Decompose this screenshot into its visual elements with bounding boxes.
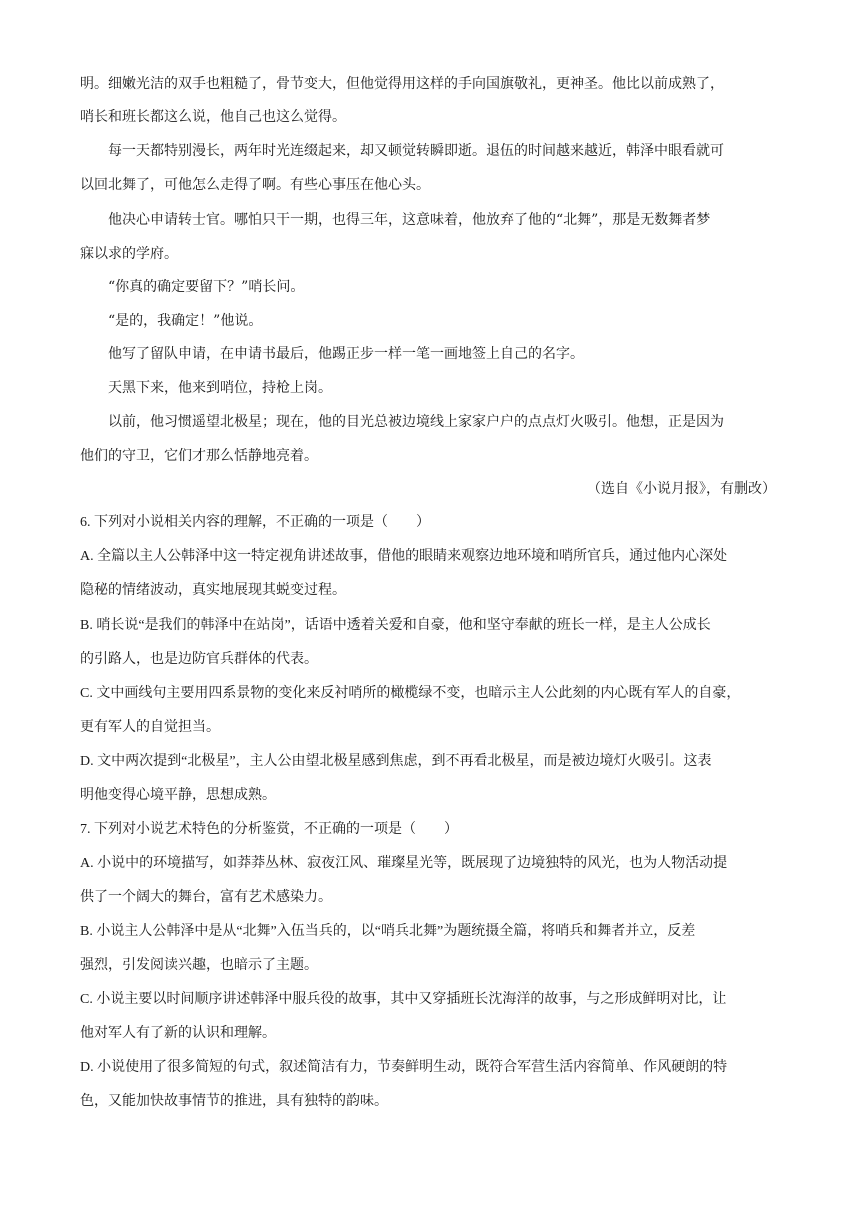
q7-option-d: 色，又能加快故事情节的推进，具有独特的韵味。 — [80, 1094, 388, 1109]
passage-line: 寐以求的学府。 — [80, 246, 178, 262]
q7-option-a: A. 小说中的环境描写，如莽莽丛林、寂夜江风、璀璨星光等，既展现了边境独特的风光，也为人物活动提 — [80, 856, 728, 871]
q7-option-a: 供了一个阔大的舞台，富有艺术感染力。 — [80, 890, 332, 905]
passage-line: 他们的守卫，它们才那么恬静地亮着。 — [80, 448, 318, 464]
q6-option-b: 的引路人，也是边防官兵群体的代表。 — [80, 652, 318, 667]
passage-line: 哨长和班长都这么说，他自己也这么觉得。 — [80, 109, 346, 125]
q7-option-b: 强烈，引发阅读兴趣，也暗示了主题。 — [80, 958, 318, 973]
passage-line: 每一天都特别漫长，两年时光连缀起来，却又顿觉转瞬即逝。退伍的时间越来越近，韩泽中眼看就可 — [108, 143, 724, 159]
q6-option-d: D. 文中两次提到“北极星”，主人公由望北极星感到焦虑，到不再看北极星，而是被边境灯火吸引。这表 — [80, 754, 712, 769]
q7-option-b: B. 小说主人公韩泽中是从“北舞”入伍当兵的，以“哨兵北舞”为题统摄全篇，将哨兵和舞者并立，反差 — [80, 924, 696, 939]
q6-option-b: B. 哨长说“是我们的韩泽中在站岗”，话语中透着关爱和自豪，他和坚守奉献的班长一样，是主人公成长 — [80, 618, 711, 633]
q6-option-c: 更有军人的自觉担当。 — [80, 720, 220, 735]
passage-line: “是的，我确定！”他说。 — [108, 313, 263, 329]
passage-line: 他决心申请转士官。哪怕只干一期，也得三年，这意味着，他放弃了他的“北舞”，那是无数舞者梦 — [108, 212, 711, 228]
passage-line: 天黑下来，他来到哨位，持枪上岗。 — [108, 380, 332, 396]
q7-option-d: D. 小说使用了很多简短的句式，叙述简洁有力，节奏鲜明生动，既符合军营生活内容简单、作风硬朗的特 — [80, 1060, 728, 1075]
passage-line: 以回北舞了，可他怎么走得了啊。有些心事压在他心头。 — [80, 177, 430, 193]
passage-line: 他写了留队申请，在申请书最后，他踢正步一样一笔一画地签上自己的名字。 — [108, 346, 584, 362]
q6-option-a: A. 全篇以主人公韩泽中这一特定视角讲述故事，借他的眼睛来观察边地环境和哨所官兵，通过他内心深处 — [80, 549, 728, 564]
passage-line: “你真的确定要留下？”哨长问。 — [108, 279, 305, 295]
q7-option-c: 他对军人有了新的认识和理解。 — [80, 1026, 276, 1041]
q7-option-c: C. 小说主要以时间顺序讲述韩泽中服兵役的故事，其中又穿插班长沈海洋的故事，与之形成鲜明对比，让 — [80, 992, 727, 1007]
passage-line: 以前，他习惯遥望北极星；现在，他的目光总被边境线上家家户户的点点灯火吸引。他想，正是因为 — [108, 414, 724, 430]
source-citation: （选自《小说月报》，有删改） — [587, 481, 776, 497]
passage-line: 明。细嫩光洁的双手也粗糙了，骨节变大，但他觉得用这样的手向国旗敬礼，更神圣。他比以前成熟了， — [80, 76, 724, 92]
q6-option-c: C. 文中画线句主要用四系景物的变化来反衬哨所的橄榄绿不变，也暗示主人公此刻的内心既有军人的自豪， — [80, 686, 741, 701]
q6-option-d: 明他变得心境平静，思想成熟。 — [80, 788, 276, 803]
question-7-stem: 7. 下列对小说艺术特色的分析鉴赏，不正确的一项是（ ） — [80, 822, 458, 837]
question-6-stem: 6. 下列对小说相关内容的理解，不正确的一项是（ ） — [80, 515, 430, 530]
q6-option-a: 隐秘的情绪波动，真实地展现其蜕变过程。 — [80, 583, 346, 598]
